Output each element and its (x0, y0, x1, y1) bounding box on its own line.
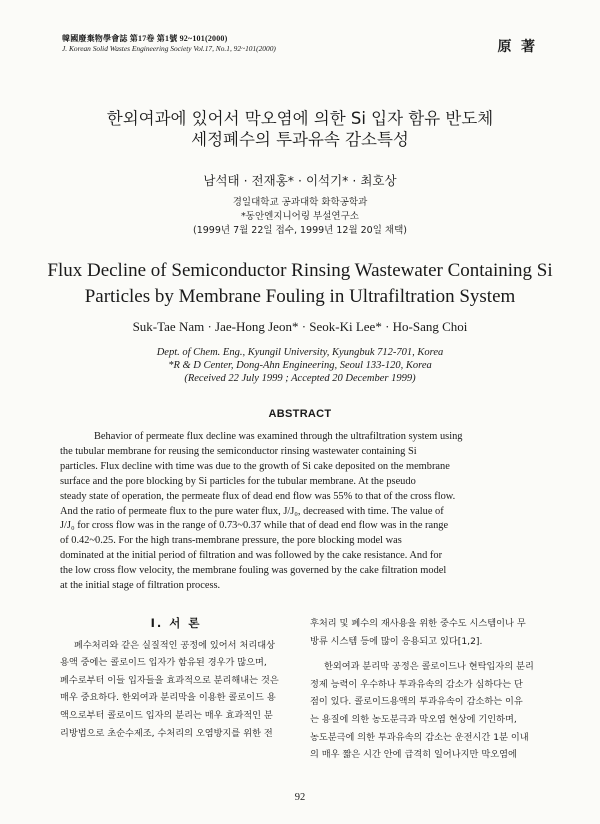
korean-affiliation-2: *동안엔지니어링 부설연구소 (241, 211, 359, 222)
abstract-line: the tubular membrane for reusing the semiconductor rinsing wastewater containing Si (60, 445, 417, 457)
section-heading-introduction: I. 서 론 (150, 616, 202, 630)
korean-received-dates: (1999년 7월 22일 접수, 1999년 12월 20일 채택) (192, 225, 407, 236)
english-title-line-2: Particles by Membrane Fouling in Ultrafiltration System (84, 286, 516, 307)
body-text-line: 액으로부터 콜로이드 입자의 분리는 매우 효과적인 분 (60, 709, 273, 721)
abstract-body (60, 430, 550, 594)
abstract-line: surface and the pore blocking by Si particles for the tubular membrane. At the pseudo (60, 475, 416, 487)
abstract-line: Behavior of permeate flux decline was examined through the ultrafiltration system using (94, 431, 463, 442)
paragraph-gap (310, 650, 542, 658)
korean-affiliation-1: 경일대학교 공과대학 화학공학과 (232, 197, 368, 208)
body-text-line: 폐수로부터 이들 입자들을 효과적으로 분리해내는 것은 (60, 674, 279, 686)
abstract-line: at the initial stage of filtration process. (60, 580, 221, 592)
journal-name-english: J. Korean Solid Wastes Engineering Society Vol.17, No.1, 92~101(2000) (62, 44, 276, 53)
body-text-line: 정제 능력이 우수하나 투과유속의 감소가 심하다는 단 (310, 678, 523, 690)
english-authors: Suk-Tae Nam · Jae-Hong Jeon* · Seok-Ki Lee* · Ho-Sang Choi (132, 319, 468, 334)
body-text-line: 점이 있다. 콜로이드용액의 투과유속이 감소하는 이유 (310, 696, 523, 708)
journal-header (62, 34, 362, 54)
abstract-line: particles. Flux decline with time was due to the growth of Si cake deposited on the membrane (60, 460, 450, 472)
korean-title-line-1: 한외여과에 있어서 막오염에 의한 Si 입자 함유 반도체 (106, 109, 494, 128)
abstract-line: the low cross flow velocity, the membrane fouling was governed by the cake filtration model (60, 565, 447, 577)
body-text-line: 의 매우 짧은 시간 안에 급격히 일어나지만 막오염에 (310, 749, 517, 761)
english-title-line-1: Flux Decline of Semiconductor Rinsing Wastewater Containing Si (47, 260, 553, 281)
korean-title-line-2: 세정폐수의 투과유속 감소특성 (191, 130, 409, 149)
abstract-line: dominated at the initial period of filtration and was followed by the cake resistance. And for (60, 550, 443, 562)
abstract-line: And the ratio of permeate flux to the pure water flux, J/J₀, decreased with time. The value of (60, 505, 444, 517)
abstract-line: J/J₀ for cross flow was in the range of 0.73~0.37 while that of dead end flow was in the range (60, 520, 449, 532)
body-text-line: 농도분극에 의한 투과유속의 감소는 운전시간 1분 이내 (310, 731, 529, 743)
english-received-dates: (Received 22 July 1999 ; Accepted 20 December 1999) (184, 373, 416, 384)
body-column-right (310, 615, 542, 764)
korean-authors: 남석태 · 전재홍* · 이석기* · 최호상 (203, 173, 397, 188)
body-text-line: 방류 시스템 등에 많이 응용되고 있다[1,2]. (310, 635, 483, 647)
abstract-line: of 0.42~0.25. For the high trans-membrane pressure, the pore blocking model was (60, 535, 402, 547)
body-text-line: 매우 중요하다. 한외여과 분리막을 이용한 콜로이드 용 (60, 692, 276, 704)
abstract-line: steady state of operation, the permeate flux of dead end flow was 55% to that of the cross flow. (60, 490, 456, 502)
page-number: 92 (294, 792, 306, 803)
body-text-line: 는 용질에 의한 농도분극과 막오염 현상에 기인하며, (310, 713, 517, 725)
english-affiliation-1: Dept. of Chem. Eng., Kyungil University, Kyungbuk 712-701, Korea (156, 347, 444, 358)
body-text-line: 폐수처리와 같은 실질적인 공정에 있어서 처리대상 (74, 639, 275, 651)
journal-name-korean: 韓國廢棄物學會誌 第17卷 第1號 92~101(2000) (62, 34, 228, 43)
body-text-line: 후처리 및 폐수의 재사용을 위한 중수도 시스템이나 무 (310, 618, 526, 629)
english-affiliation-2: *R & D Center, Dong-Ahn Engineering, Seoul 133-120, Korea (168, 360, 432, 371)
article-type-label: 原 著 (497, 40, 538, 55)
body-column-left (60, 615, 292, 742)
body-text-line: 용액 중에는 콜로이드 입자가 함유된 경우가 많으며, (60, 657, 267, 669)
body-text-line: 리방법으로 초순수제조, 수처리의 오염방지를 위한 전 (60, 727, 273, 739)
abstract-heading: ABSTRACT (268, 408, 332, 420)
body-text-line: 한외여과 분리막 공정은 콜로이드나 현탁입자의 분리 (324, 661, 534, 673)
